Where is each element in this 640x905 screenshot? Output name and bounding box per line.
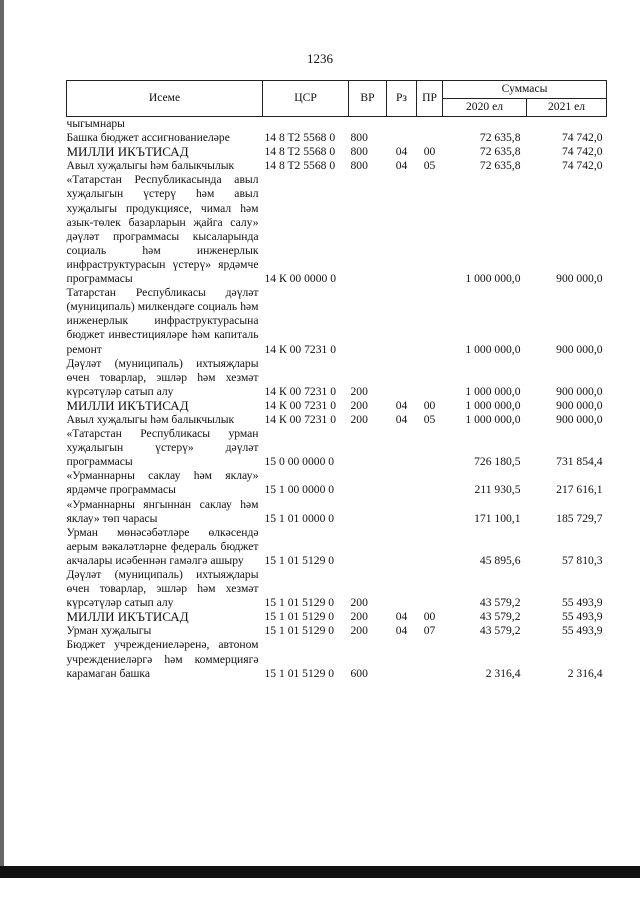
row-name: Дәүләт (муниципаль) ихтыяҗлары өчен товарлар, эшләр һәм хезмәт күрсәтүләр сатып алу [66, 356, 259, 398]
row-pr [417, 638, 443, 680]
table-row [67, 117, 607, 132]
row-rz: 04 [395, 610, 408, 624]
row-value-2020: 1 000 000,0 [465, 342, 521, 356]
row-vr [349, 117, 387, 132]
header-csr: ЦСР [263, 81, 349, 117]
row-name: Татарстан Республикасы дәүләт (муниципаль) милкендәге социаль һәм инженерлык инфраструктурасына бюджет инвестицияләре һәм капиталь ремонт [66, 286, 259, 356]
row-name: «Татарстан Республикасы урман хуҗалыгын үстерү» дәүләт программасы [66, 427, 259, 469]
row-vr [349, 498, 387, 526]
table-row [67, 568, 607, 610]
table-body [67, 117, 607, 681]
row-vr: 200 [350, 596, 368, 610]
header-sums: Суммасы [443, 81, 607, 99]
row-pr [417, 568, 443, 610]
row-name: «Урманнарны саклау һәм яклау» ярдәмче программасы [66, 469, 259, 497]
row-name: «Урманнарны янгыннан саклау һәм яклау» төп чарасы [66, 497, 259, 525]
row-pr [417, 117, 443, 132]
row-value-2020: 72 635,8 [479, 159, 521, 173]
row-rz [387, 173, 417, 286]
row-value-2021: 900 000,0 [556, 384, 603, 398]
row-rz: 04 [395, 159, 408, 173]
row-value-2020: 1 000 000,0 [465, 384, 521, 398]
row-rz: 04 [395, 624, 408, 638]
row-csr: 14 К 00 7231 0 [264, 398, 336, 412]
row-value-2021: 55 493,9 [561, 610, 603, 624]
header-vr: ВР [349, 81, 387, 117]
row-value-2021: 55 493,9 [561, 624, 603, 638]
row-name: Урман мөнәсәбәтләре өлкәсендә аерым вәкаләтләрне федераль бюджет акчалары исәбеннән гамәлгә ашыру [66, 525, 259, 567]
row-value-2021: 57 810,3 [561, 553, 603, 567]
row-pr [417, 173, 443, 286]
row-rz [387, 427, 417, 469]
page-number: 1236 [307, 51, 333, 66]
header-name: Исеме [67, 81, 263, 117]
row-name: Урман хуҗалыгы [66, 624, 152, 638]
table-row [67, 159, 607, 173]
row-pr: 00 [423, 610, 436, 624]
row-rz [387, 638, 417, 680]
table-row [67, 427, 607, 469]
row-rz [387, 117, 417, 132]
row-value-2020: 1 000 000,0 [465, 272, 521, 286]
table-row [67, 469, 607, 497]
table-row [67, 498, 607, 526]
row-pr: 00 [423, 398, 436, 412]
row-value-2021: 900 000,0 [556, 412, 603, 426]
row-vr: 800 [350, 131, 368, 145]
table-row [67, 145, 607, 159]
row-rz [387, 526, 417, 568]
header-pr: ПР [417, 81, 443, 117]
row-csr: 14 8 T2 5568 0 [264, 145, 336, 159]
row-value-2021: 217 616,1 [556, 483, 603, 497]
row-pr [417, 526, 443, 568]
row-value-2020: 2 316,4 [485, 666, 521, 680]
table-row [67, 413, 607, 427]
row-name: МИЛЛИ ИКЪТИСАД [66, 144, 189, 160]
row-csr: 14 8 T2 5568 0 [264, 159, 336, 173]
row-rz: 04 [395, 412, 408, 426]
row-pr: 05 [423, 159, 436, 173]
row-csr: 14 8 T2 5568 0 [264, 131, 336, 145]
row-name: МИЛЛИ ИКЪТИСАД [66, 397, 189, 413]
row-csr: 15 1 01 0000 0 [264, 511, 335, 525]
row-vr [349, 469, 387, 497]
row-pr [417, 286, 443, 356]
row-rz [387, 357, 417, 399]
row-csr: 14 К 00 7231 0 [264, 342, 336, 356]
table-row [67, 624, 607, 638]
row-pr [417, 498, 443, 526]
header-rz: Рз [387, 81, 417, 117]
row-value-2020: 1 000 000,0 [465, 398, 521, 412]
row-csr: 15 1 01 5129 0 [264, 596, 335, 610]
row-vr: 200 [350, 384, 368, 398]
row-name: чыгымнары [66, 117, 125, 130]
row-value-2020: 726 180,5 [474, 455, 521, 469]
table-row [67, 357, 607, 399]
row-vr: 800 [350, 159, 368, 173]
row-pr [417, 131, 443, 145]
row-name: МИЛЛИ ИКЪТИСАД [66, 609, 189, 625]
row-rz [387, 286, 417, 356]
row-name: Авыл хуҗалыгы һәм балыкчылык [66, 412, 235, 426]
table-row [67, 526, 607, 568]
table-row [67, 286, 607, 356]
row-name: Башка бюджет ассигнованиеләре [66, 131, 230, 145]
row-value-2021: 900 000,0 [556, 272, 603, 286]
row-csr: 15 1 01 5129 0 [264, 610, 335, 624]
row-value-2020: 171 100,1 [474, 511, 521, 525]
row-csr: 14 К 00 7231 0 [264, 384, 336, 398]
table-row [67, 131, 607, 145]
row-pr [417, 469, 443, 497]
row-value-2021 [527, 117, 607, 132]
row-value-2021: 55 493,9 [561, 596, 603, 610]
row-pr: 00 [423, 145, 436, 159]
row-csr: 15 1 01 5129 0 [264, 553, 335, 567]
scan-bottom-bar [0, 866, 640, 878]
row-vr [349, 286, 387, 356]
row-vr: 600 [350, 666, 368, 680]
row-value-2021: 74 742,0 [561, 131, 603, 145]
row-pr [417, 357, 443, 399]
table-row [67, 610, 607, 624]
row-vr: 200 [350, 624, 368, 638]
row-rz [387, 568, 417, 610]
row-value-2020: 43 579,2 [479, 624, 521, 638]
row-value-2020: 72 635,8 [479, 131, 521, 145]
scan-left-edge [0, 0, 4, 866]
row-csr: 15 1 00 0000 0 [264, 483, 335, 497]
row-name: «Татарстан Республикасында авыл хуҗалыгын үстерү һәм авыл хуҗалыгы продукциясе, чимал һәм азык-төлек базарларын җайга салу» дәүләт программасы кысаларында социаль һәм инженерлык инфраструктурасын үстерү» ярдәмче программасы [66, 173, 259, 286]
header-2021: 2021 ел [527, 99, 607, 117]
row-value-2021: 900 000,0 [556, 398, 603, 412]
row-value-2021: 2 316,4 [567, 666, 603, 680]
header-2020: 2020 ел [443, 99, 527, 117]
table-row [67, 173, 607, 286]
row-value-2020: 1 000 000,0 [465, 412, 521, 426]
row-csr: 14 К 00 7231 0 [264, 412, 336, 426]
row-name: Авыл хуҗалыгы һәм балыкчылык [66, 159, 235, 173]
row-vr [349, 173, 387, 286]
row-vr: 200 [350, 610, 368, 624]
row-rz [387, 498, 417, 526]
row-value-2020 [443, 117, 527, 132]
table-row [67, 638, 607, 680]
row-vr: 200 [350, 412, 368, 426]
row-rz [387, 469, 417, 497]
row-rz [387, 131, 417, 145]
row-rz: 04 [395, 398, 408, 412]
row-pr [417, 427, 443, 469]
row-value-2021: 731 854,4 [556, 455, 603, 469]
row-vr: 800 [350, 145, 368, 159]
row-name: Бюджет учреждениеләренә, автоном учреждениеләргә һәм коммерциягә карамаган башка [66, 638, 259, 680]
row-value-2021: 900 000,0 [556, 342, 603, 356]
table-row [67, 399, 607, 413]
row-value-2020: 211 930,5 [474, 483, 521, 497]
row-value-2021: 74 742,0 [561, 145, 603, 159]
row-name: Дәүләт (муниципаль) ихтыяҗлары өчен товарлар, эшләр һәм хезмәт күрсәтүләр сатып алу [66, 568, 259, 610]
row-csr: 15 0 00 0000 0 [264, 455, 335, 469]
row-value-2020: 45 895,6 [479, 553, 521, 567]
row-value-2020: 43 579,2 [479, 596, 521, 610]
row-csr: 14 К 00 0000 0 [264, 272, 336, 286]
budget-table [66, 80, 607, 681]
row-vr [349, 526, 387, 568]
row-csr [263, 117, 349, 132]
row-pr: 05 [423, 412, 436, 426]
row-rz: 04 [395, 145, 408, 159]
row-pr: 07 [423, 624, 436, 638]
row-vr: 200 [350, 398, 368, 412]
row-csr: 15 1 01 5129 0 [264, 666, 335, 680]
row-value-2021: 185 729,7 [556, 511, 603, 525]
row-value-2021: 74 742,0 [561, 159, 603, 173]
row-value-2020: 72 635,8 [479, 145, 521, 159]
row-value-2020: 43 579,2 [479, 610, 521, 624]
table-header [67, 81, 607, 117]
row-csr: 15 1 01 5129 0 [264, 624, 335, 638]
row-vr [349, 427, 387, 469]
